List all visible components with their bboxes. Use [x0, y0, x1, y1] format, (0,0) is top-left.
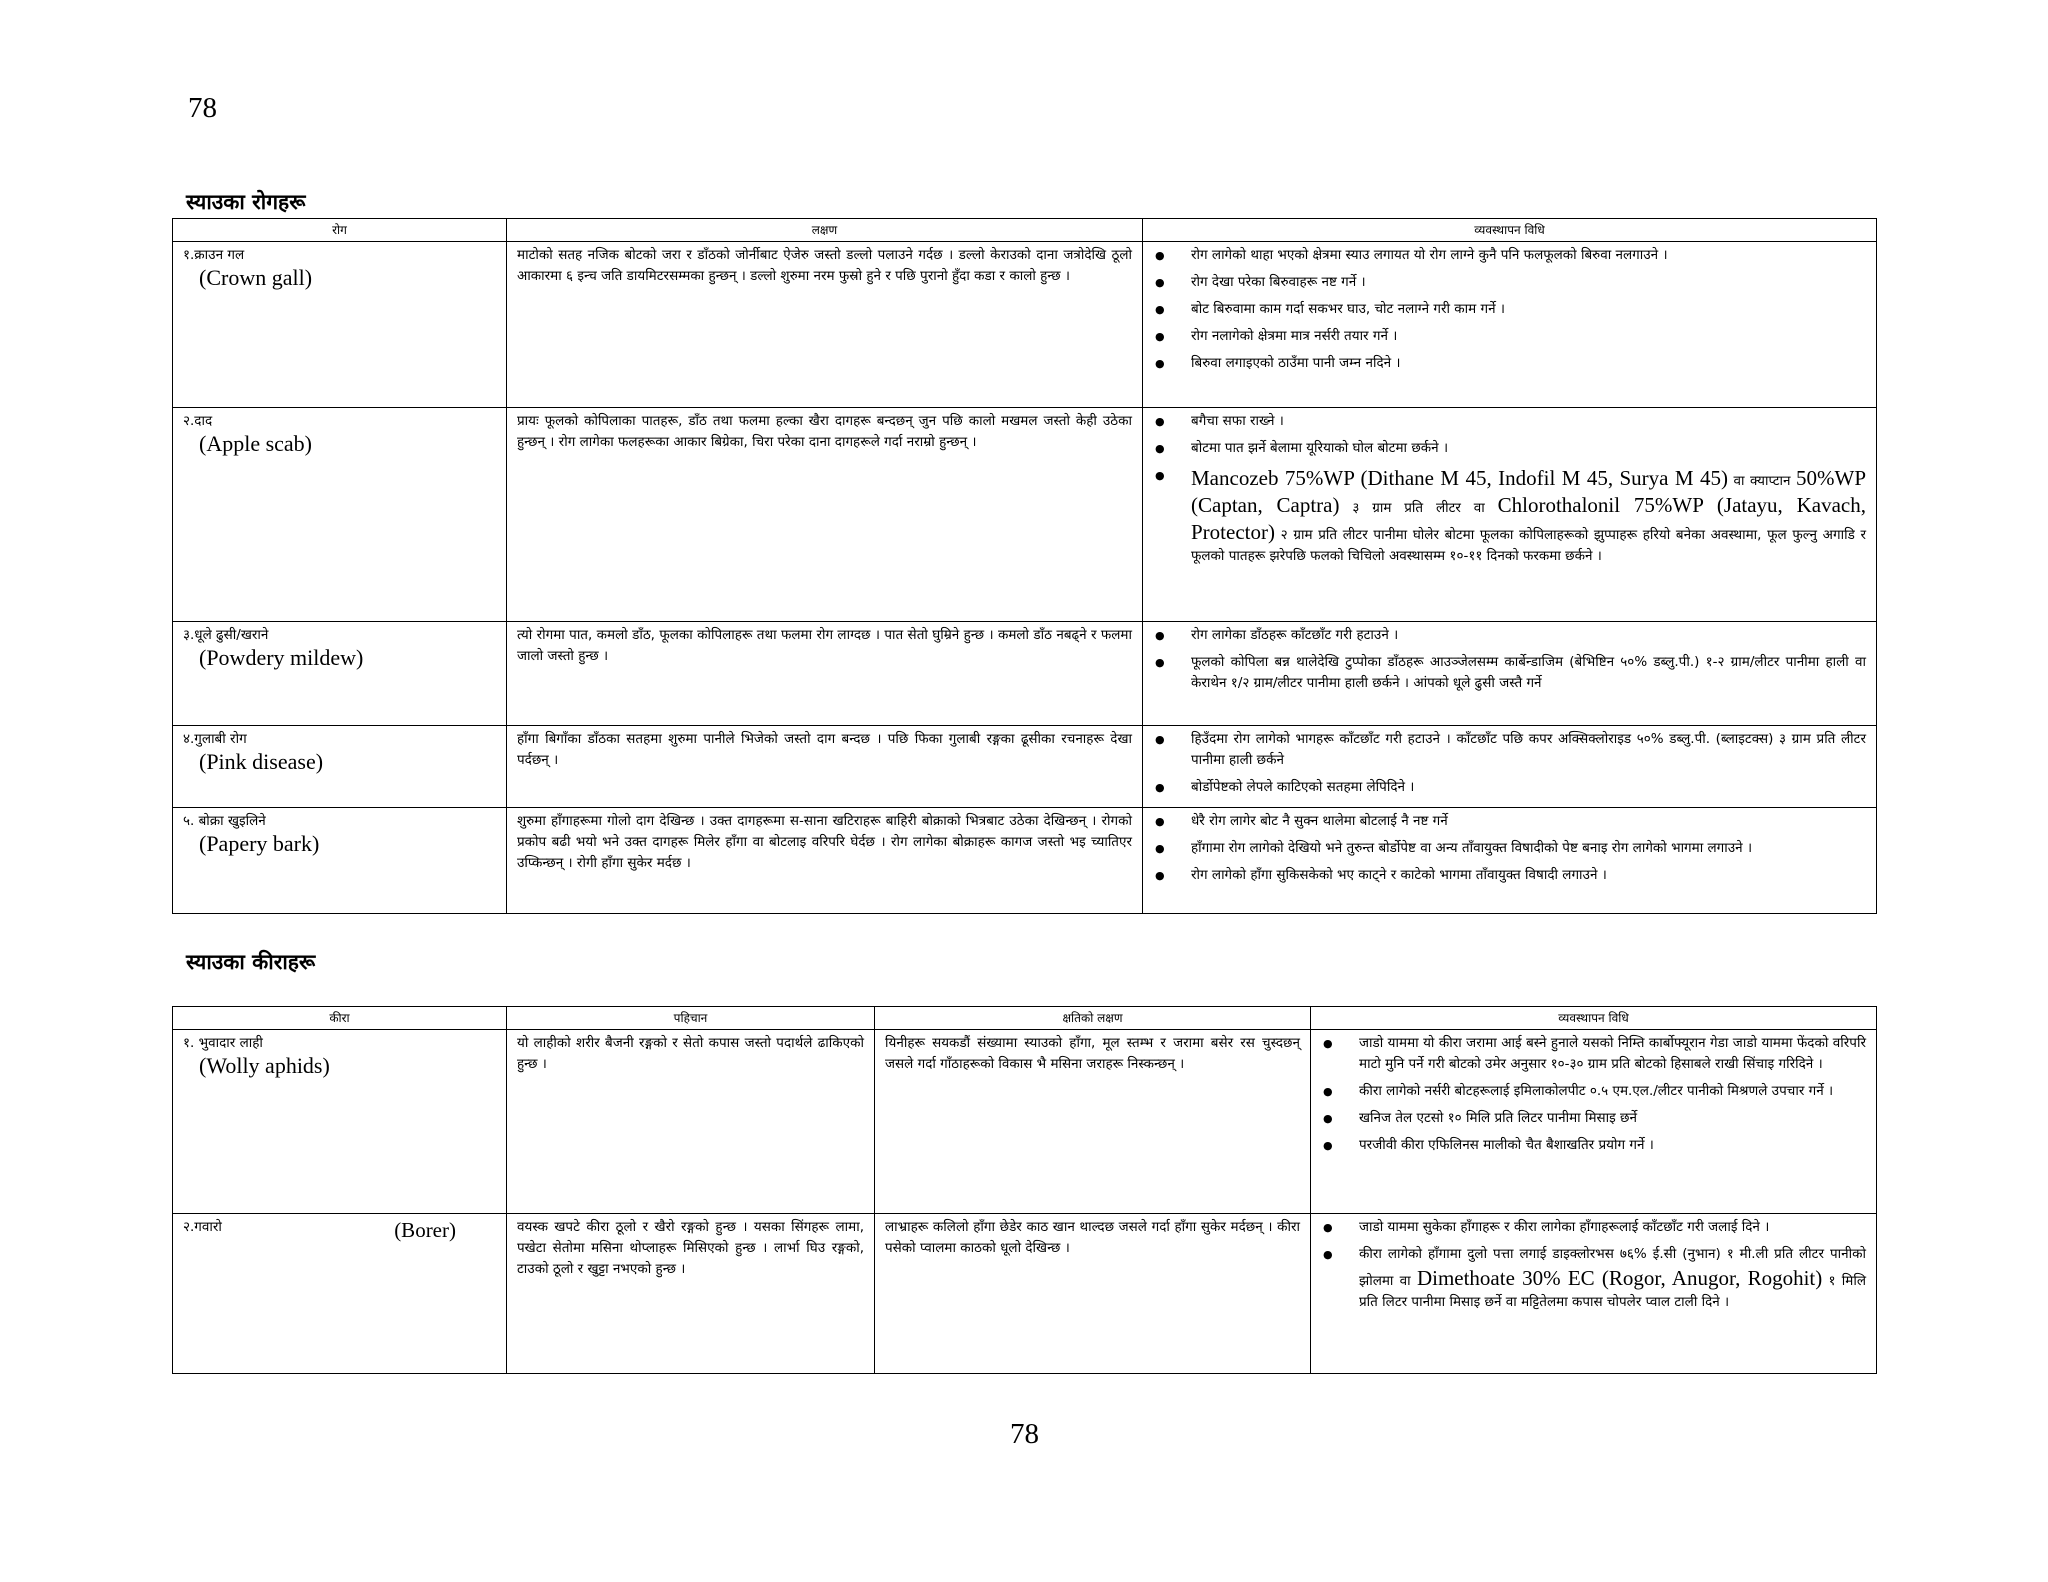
disease-name-cell — [173, 622, 507, 726]
diseases-heading: स्याउका रोगहरू — [186, 190, 306, 214]
damage-cell: लाभ्राहरू कलिलो हाँगा छेडेर काठ खान थाल्दछ जसले गर्दा हाँगा सुकेर मर्दछन् । कीरा पसेको प्वालमा काठको धूलो देखिन्छ । — [875, 1214, 1311, 1374]
pest-name-cell — [173, 1030, 507, 1214]
pest-name-np: २.गवारो — [183, 1219, 222, 1235]
disease-name-cell — [173, 808, 507, 914]
pests-heading: स्याउका कीराहरू — [186, 950, 316, 974]
management-cell — [1143, 408, 1877, 622]
diseases-table — [172, 218, 1877, 914]
list-item: ● बोट बिरुवामा काम गर्दा सकभर घाउ, चोट नलाग्ने गरी काम गर्ने । — [1191, 299, 1866, 320]
table-row — [173, 1030, 1877, 1214]
list-item: ● फूलको कोपिला बन्न थालेदेखि टुप्पोका डाँठहरू आउञ्जेलसम्म कार्बेन्डाजिम (बेभिष्टिन ५०% डब्लु.पी.) १-२ ग्राम/लीटर पानीमा हाली वा केराथेन १/२ ग्राम/लीटर पानीमा हाली छर्कने । आंपको धूले ढुसी जस्तै गर्ने — [1191, 652, 1866, 694]
column-header: पहिचान — [507, 1007, 875, 1030]
fungicide-text-np: वा — [1733, 473, 1745, 489]
list-item: ● बगैचा सफा राख्ने । — [1191, 411, 1866, 432]
column-header: रोग — [173, 219, 507, 242]
list-item: ● जाडो याममा सुकेका हाँगाहरू र कीरा लागेका हाँगाहरूलाई काँटछाँट गरी जलाई दिने । — [1359, 1217, 1866, 1238]
column-header: व्यवस्थापन विधि — [1143, 219, 1877, 242]
list-item: ● जाडो याममा यो कीरा जरामा आई बस्ने हुनाले यसको निम्ति कार्बोफ्यूरान गेडा जाडो याममा फेंदको वरिपरि माटो मुनि पर्ने गरी बोटको उमेर अनुसार १०-३० ग्राम प्रति बोटको हिसाबले राखी सिंचाइ गरिदिने । — [1359, 1033, 1866, 1075]
symptoms-cell: प्रायः फूलको कोपिलाका पातहरू, डाँठ तथा फलमा हल्का खैरा दागहरू बन्दछन् जुन पछि कालो मखमल जस्तो केही उठेका हुन्छन् । रोग लागेका फलहरूका आकार बिग्रेका, चिरा परेका दाना दागहरूले गर्दा नराम्रो हुन्छन् । — [507, 408, 1143, 622]
list-item: ● हिउँदमा रोग लागेको भागहरू काँटछाँट गरी हटाउने । काँटछाँट पछि कपर अक्सिक्लोराइड ५०% डब्लु.पी. (ब्लाइटक्स) ३ ग्राम प्रति लीटर पानीमा हाली छर्कने — [1191, 729, 1866, 771]
identification-cell: वयस्क खपटे कीरा ठूलो र खैरो रङ्गको हुन्छ । यसका सिंगहरू लामा, पखेटा सेतोमा मसिना थोप्लाहरू मिसिएको हुन्छ । लार्भा घिउ रङ्गको, टाउको ठूलो र खुट्टा नभएको हुन्छ । — [507, 1214, 875, 1374]
table-row — [173, 622, 1877, 726]
table-row — [173, 408, 1877, 622]
fungicide-text-en: (Captan, Captra) — [1191, 493, 1340, 517]
management-cell — [1143, 622, 1877, 726]
management-cell — [1311, 1030, 1877, 1214]
table-header-row — [173, 219, 1877, 242]
list-item: ● रोग लागेका डाँठहरू काँटछाँट गरी हटाउने । — [1191, 625, 1866, 646]
list-item: ● रोग नलागेको क्षेत्रमा मात्र नर्सरी तयार गर्ने । — [1191, 326, 1866, 347]
pest-name-cell — [173, 1214, 507, 1374]
pest-name-np: १. भुवादार लाही — [183, 1035, 263, 1051]
list-item: ● रोग लागेको हाँगा सुकिसकेको भए काट्ने र काटेको भागमा ताँवायुक्त विषादी लगाउने । — [1191, 865, 1866, 886]
fungicide-text-np: ३ ग्राम प्रति लीटर वा — [1352, 500, 1485, 516]
page-number-top: 78 — [188, 92, 217, 124]
table-row — [173, 726, 1877, 808]
list-item: ● धेरै रोग लागेर बोट नै सुक्न थालेमा बोटलाई नै नष्ट गर्ने — [1191, 811, 1866, 832]
table-header-row — [173, 1007, 1877, 1030]
identification-cell: यो लाहीको शरीर बैजनी रङ्गको र सेतो कपास जस्तो पदार्थले ढाकिएको हुन्छ । — [507, 1030, 875, 1214]
list-item: ● बोर्डोपेष्टको लेपले काटिएको सतहमा लेपिदिने । — [1191, 777, 1866, 798]
management-cell — [1143, 242, 1877, 408]
chemical-text-np: कीरा लागेको हाँगामा दुलो पत्ता लगाई डाइक्लोरभस ७६% ई.सी (नुभान) १ मी.ली प्रति लीटर पानीको झोलमा वा — [1359, 1246, 1866, 1289]
list-item — [1359, 1244, 1866, 1313]
disease-name-cell — [173, 726, 507, 808]
damage-cell: यिनीहरू सयकडौं संख्यामा स्याउको हाँगा, मूल स्तम्भ र जरामा बसेर रस चुस्दछन् जसले गर्दा गाँठाहरूको विकास भै मसिना जराहरू निस्कन्छन् । — [875, 1030, 1311, 1214]
disease-name-en: (Crown gall) — [199, 265, 313, 290]
disease-name-np: ४.गुलाबी रोग — [183, 731, 247, 747]
disease-name-cell — [173, 408, 507, 622]
list-item: ● खनिज तेल एटसो १० मिलि प्रति लिटर पानीमा मिसाइ छर्ने — [1359, 1108, 1866, 1129]
table-row — [173, 808, 1877, 914]
list-item — [1191, 465, 1866, 567]
column-header: लक्षण — [507, 219, 1143, 242]
management-cell — [1311, 1214, 1877, 1374]
disease-name-en: (Pink disease) — [199, 749, 324, 774]
fungicide-text-np: २ ग्राम प्रति लीटर पानीमा घोलेर बोटमा फूलका कोपिलाहरूको झुप्पाहरू हरियो बनेका अवस्थामा, फूल फुल्नु अगाडि र फूलको पातहरू झरेपछि फलको चिचिलो अवस्थासम्म १०-११ दिनको फरकमा छर्कने । — [1191, 527, 1867, 564]
page-number-bottom: 78 — [1010, 1418, 1039, 1450]
disease-name-cell — [173, 242, 507, 408]
symptoms-cell: हाँगा बिगाँका डाँठका सतहमा शुरुमा पानीले भिजेको जस्तो दाग बन्दछ । पछि फिका गुलाबी रङ्गका ढूसीका रचनाहरू देखा पर्दछन् । — [507, 726, 1143, 808]
disease-name-np: ३.धूले ढुसी/खराने — [183, 627, 269, 643]
pests-table — [172, 1006, 1877, 1374]
disease-name-en: (Apple scab) — [199, 431, 313, 456]
list-item: ● बिरुवा लगाइएको ठाउँमा पानी जम्न नदिने । — [1191, 353, 1866, 374]
symptoms-cell: माटोको सतह नजिक बोटको जरा र डाँठको जोर्नीबाट ऐजेरु जस्तो डल्लो पलाउने गर्दछ । डल्लो केराउको दाना जत्रोदेखि ठूलो आकारमा ६ इन्च जति डायमिटरसम्मका हुन्छन् । डल्लो शुरुमा नरम फुस्रो हुने र पछि पुरानो हुँदा कडा र कालो हुन्छ । — [507, 242, 1143, 408]
fungicide-text-en: Mancozeb 75%WP (Dithane M 45, Indofil M 45, Surya M 45) — [1191, 466, 1728, 490]
list-item: ● परजीवी कीरा एफिलिनस मालीको चैत बैशाखतिर प्रयोग गर्ने । — [1359, 1135, 1866, 1156]
list-item: ● रोग देखा परेका बिरुवाहरू नष्ट गर्ने । — [1191, 272, 1866, 293]
table-row — [173, 1214, 1877, 1374]
chemical-text-en: Dimethoate 30% EC (Rogor, Anugor, Rogohit) — [1416, 1266, 1823, 1290]
chemical-text-np: १ मिलि प्रति लिटर पानीमा मिसाइ छर्ने वा मट्टितेलमा कपास चोपलेर प्वाल टाली दिने । — [1359, 1273, 1867, 1310]
list-item: ● कीरा लागेको नर्सरी बोटहरूलाई इमिलाकोलपीट ०.५ एम.एल./लीटर पानीको मिश्रणले उपचार गर्ने । — [1359, 1081, 1866, 1102]
disease-name-np: २.दाद — [183, 413, 213, 429]
disease-name-np: ५. बोक्रा खुइलिने — [183, 813, 266, 829]
fungicide-text-np: क्याप्टान — [1749, 473, 1791, 489]
pest-name-en: (Borer) — [394, 1218, 456, 1242]
table-row — [173, 242, 1877, 408]
symptoms-cell: त्यो रोगमा पात, कमलो डाँठ, फूलका कोपिलाहरू तथा फलमा रोग लाग्दछ । पात सेतो घुम्रिने हुन्छ । कमलो डाँठ नबढ्ने र फलमा जालो जस्तो हुन्छ । — [507, 622, 1143, 726]
column-header: कीरा — [173, 1007, 507, 1030]
management-cell — [1143, 726, 1877, 808]
disease-name-en: (Papery bark) — [199, 831, 320, 856]
column-header: व्यवस्थापन विधि — [1311, 1007, 1877, 1030]
fungicide-text-en: 50%WP — [1796, 466, 1866, 490]
pest-name-en: (Wolly aphids) — [199, 1053, 330, 1078]
management-cell — [1143, 808, 1877, 914]
disease-name-en: (Powdery mildew) — [199, 645, 364, 670]
list-item: ● रोग लागेको थाहा भएको क्षेत्रमा स्याउ लगायत यो रोग लाग्ने कुनै पनि फलफूलको बिरुवा नलगाउने । — [1191, 245, 1866, 266]
fungicide-text-en: Chlorothalonil 75%WP (Jatayu, Kavach, Protector) — [1191, 493, 1866, 544]
list-item: ● बोटमा पात झर्ने बेलामा यूरियाको घोल बोटमा छर्कने । — [1191, 438, 1866, 459]
disease-name-np: १.क्राउन गल — [183, 247, 245, 263]
list-item: ● हाँगामा रोग लागेको देखियो भने तुरुन्त बोर्डोपेष्ट वा अन्य ताँवायुक्त विषादीको पेष्ट बनाइ रोग लागेको भागमा लगाउने । — [1191, 838, 1866, 859]
symptoms-cell: शुरुमा हाँगाहरूमा गोलो दाग देखिन्छ । उक्त दागहरूमा स-साना खटिराहरू बाहिरी बोक्राको भित्रबाट उठेका देखिन्छन् । रोगको प्रकोप बढी भयो भने उक्त दागहरू मिलेर हाँगा वा बोटलाइ वरिपरि घेर्दछ । रोग लागेका बोक्राहरू कागज जस्तो भइ च्यातिएर उप्किन्छन् । रोगी हाँगा सुकेर मर्दछ । — [507, 808, 1143, 914]
column-header: क्षतिको लक्षण — [875, 1007, 1311, 1030]
